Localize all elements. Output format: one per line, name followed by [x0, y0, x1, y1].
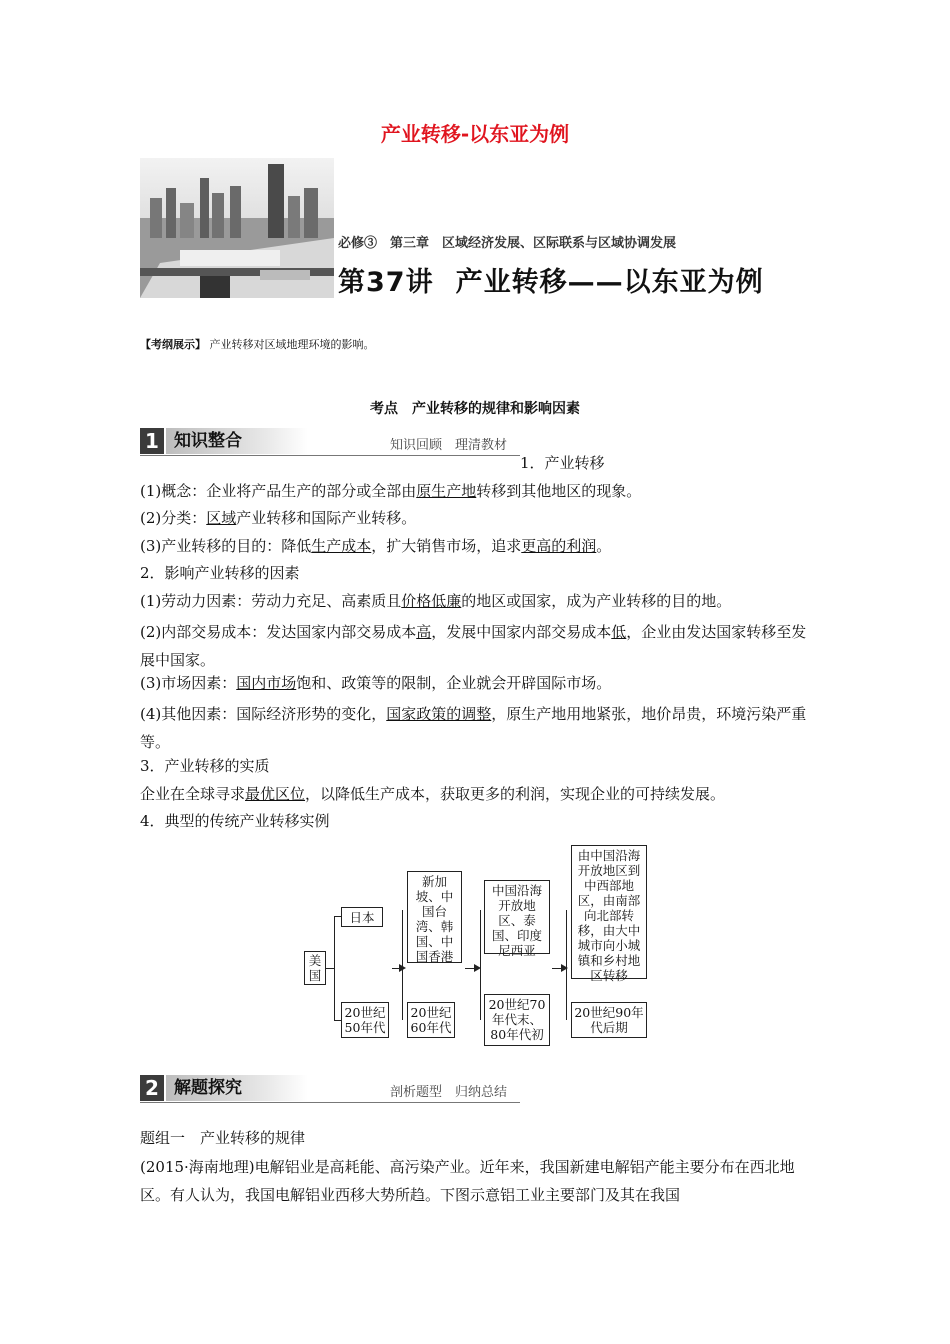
stage-2-place: 新加坡、中国台湾、韩国、中国香港 [407, 871, 462, 963]
answer: 国内市场 [236, 674, 297, 692]
para-essence [140, 784, 812, 804]
answer: 国家政策的调整 [386, 705, 492, 723]
para-purpose [140, 536, 812, 556]
document-title: 产业转移-以东亚为例 [380, 122, 570, 146]
answer: 区域 [206, 509, 237, 527]
flow-connector [392, 968, 400, 969]
flow-connector [480, 910, 481, 1020]
answer: 低 [611, 623, 627, 641]
text: (3)市场因素： [140, 674, 237, 692]
text: (4)其他因素：国际经济形势的变化， [140, 705, 387, 723]
heading-industry-transfer: 1．产业转移 [520, 454, 605, 472]
section-label: 解题探究 [166, 1075, 308, 1101]
stage-1-place: 日本 [341, 907, 383, 927]
heading-examples: 4．典型的传统产业转移实例 [140, 812, 330, 830]
section-header-problem-solving [140, 1075, 520, 1101]
lecture-title [338, 260, 764, 299]
text: 的地区或国家，成为产业转移的目的地。 [461, 592, 732, 610]
heading-factors: 2．影响产业转移的因素 [140, 564, 300, 582]
flow-connector [552, 968, 562, 969]
section-subtitle: 剖析题型 归纳总结 [390, 1085, 508, 1100]
question-group-title: 题组一 产业转移的规律 [140, 1129, 306, 1147]
text: 产业转移和国际产业转移。 [236, 509, 417, 527]
text: (2)内部交易成本：发达国家内部交易成本 [140, 623, 417, 641]
flow-connector [334, 916, 335, 1020]
exam-outline-text: 产业转移对区域地理环境的影响。 [209, 338, 375, 351]
section-label: 知识整合 [166, 428, 308, 454]
text: ，发展中国家内部交易成本 [431, 623, 612, 641]
flow-arrow-icon [474, 964, 481, 972]
stage-2-time: 20世纪60年代 [407, 1002, 455, 1038]
flow-connector [566, 910, 567, 1020]
answer: 价格低廉 [401, 592, 462, 610]
flow-arrow-icon [561, 964, 568, 972]
exam-outline-label: 【考纲展示】 [140, 338, 206, 351]
flow-connector [334, 916, 341, 917]
heading-essence: 3．产业转移的实质 [140, 757, 270, 775]
para-labor [140, 591, 812, 611]
section-number: 1 [140, 428, 164, 454]
answer: 高 [416, 623, 432, 641]
para-concept [140, 481, 812, 501]
section-header-knowledge [140, 428, 520, 454]
section-number: 2 [140, 1075, 164, 1101]
text: (3)产业转移的目的：降低 [140, 537, 312, 555]
stage-1-time: 20世纪50年代 [341, 1002, 389, 1038]
section-divider [140, 1102, 520, 1103]
stage-4-place: 由中国沿海开放地区到中西部地区，由南部向北部转移，由大中城市向小城镇和乡村地区转移 [571, 845, 647, 979]
flow-connector [402, 910, 403, 1020]
section-subtitle: 知识回顾 理清教材 [390, 438, 508, 453]
stage-4-time: 20世纪90年代后期 [571, 1002, 647, 1038]
lecture-number: 第37讲 [338, 267, 434, 298]
flow-connector [465, 968, 475, 969]
answer: 生产成本 [311, 537, 372, 555]
flow-connector [326, 968, 334, 969]
section-divider [140, 455, 520, 456]
text: ，原生产地用地紧张，地价昂贵，环境污染严重等。 [140, 705, 807, 751]
text: 企业在全球寻求 [140, 785, 246, 803]
text: ，企业由发达国家转移至发展中国家。 [140, 623, 807, 669]
text: (1)劳动力因素：劳动力充足、高素质且 [140, 592, 402, 610]
answer: 更高的利润 [521, 537, 597, 555]
flow-connector [334, 1020, 341, 1021]
text: (2)分类： [140, 509, 207, 527]
stage-3-time: 20世纪70年代末、80年代初 [484, 994, 550, 1046]
answer: 最优区位 [245, 785, 306, 803]
text: 转移到其他地区的现象。 [476, 482, 642, 500]
chapter-subtitle: 必修③ 第三章 区域经济发展、区际联系与区域协调发展 [338, 236, 677, 251]
city-skyline-image [140, 158, 334, 298]
exam-outline [140, 336, 375, 352]
text: 。 [596, 537, 612, 555]
text: 饱和、政策等的限制，企业就会开辟国际市场。 [296, 674, 612, 692]
answer: 原生产地 [416, 482, 477, 500]
para-transaction-cost [140, 618, 812, 674]
para-classification [140, 508, 812, 528]
lecture-name: 产业转移——以东亚为例 [455, 267, 764, 298]
para-market [140, 673, 812, 693]
flow-origin: 美国 [304, 951, 326, 985]
question-text: (2015·海南地理)电解铝业是高耗能、高污染产业。近年来，我国新建电解铝产能主要分布在西北地区。有人认为，我国电解铝业西移大势所趋。下图示意铝工业主要部门及其在我国 [140, 1158, 795, 1204]
exam-point-heading: 考点 产业转移的规律和影响因素 [370, 401, 580, 417]
text: ，扩大销售市场，追求 [371, 537, 522, 555]
para-other [140, 700, 812, 756]
text: ，以降低生产成本，获取更多的利润，实现企业的可持续发展。 [305, 785, 726, 803]
stage-3-place: 中国沿海开放地区、泰国、印度尼西亚 [484, 880, 550, 954]
flow-arrow-icon [399, 964, 406, 972]
text: (1)概念：企业将产品生产的部分或全部由 [140, 482, 417, 500]
